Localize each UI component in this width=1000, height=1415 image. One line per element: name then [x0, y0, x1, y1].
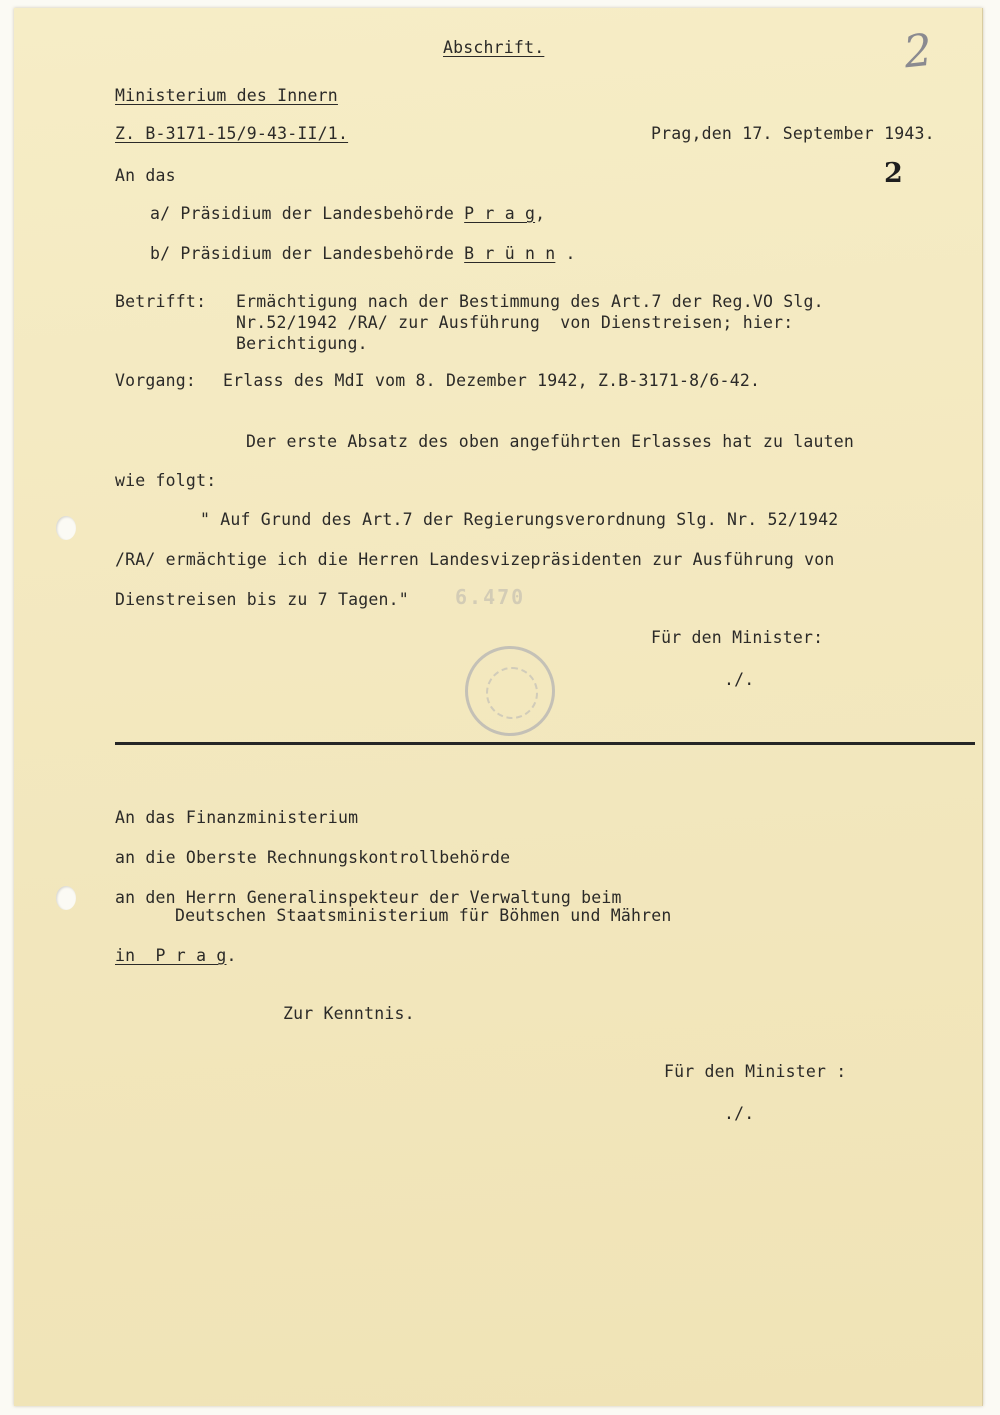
office-seal-inner-ring [486, 667, 538, 719]
ministry-name: Ministerium des Innern [115, 86, 338, 105]
body-line-3: " Auf Grund des Art.7 der Regierungsverordnung Slg. Nr. 52/1942 [200, 510, 839, 529]
distribution-line-2: an die Oberste Rechnungskontrollbehörde [115, 848, 511, 867]
distribution-line-3: an den Herrn Generalinspekteur der Verwaltung beim [115, 888, 622, 907]
recipient-a-city: P r a g [464, 204, 536, 223]
procedure-label: Vorgang: [115, 371, 197, 390]
faded-stamp-number: 6.470 [455, 585, 526, 609]
acknowledgement-note: Zur Kenntnis. [283, 1004, 415, 1023]
subject-line-3: Berichtigung. [236, 334, 368, 353]
signature-label-2: Für den Minister : [664, 1062, 847, 1081]
date-line: Prag,den 17. September 1943. [651, 124, 935, 143]
body-line-1: Der erste Absatz des oben angeführten Erlasses hat zu lauten [246, 432, 855, 451]
punch-hole-bottom [56, 886, 76, 910]
procedure-text: Erlass des MdI vom 8. Dezember 1942, Z.B-3171-8/6-42. [223, 371, 761, 390]
recipient-a-suffix: , [535, 204, 546, 223]
page-number: 2 [884, 158, 903, 189]
recipient-intro: An das [115, 166, 176, 185]
distribution-city [115, 946, 237, 966]
office-seal-stamp [465, 646, 555, 736]
signature-label-1: Für den Minister: [651, 628, 824, 647]
recipient-a [150, 204, 545, 224]
reference-number: Z. B-3171-15/9-43-II/1. [115, 124, 349, 143]
signature-mark-1: ./. [724, 670, 755, 689]
pencil-folio-mark: 2 [901, 24, 935, 79]
recipient-b-city: B r ü n n [464, 244, 556, 263]
subject-label: Betrifft: [115, 292, 207, 311]
recipient-a-text: a/ Präsidium der Landesbehörde [150, 204, 465, 223]
section-divider [115, 742, 975, 745]
body-line-2: wie folgt: [115, 471, 217, 490]
document-title: Abschrift. [443, 38, 545, 57]
body-line-5: Dienstreisen bis zu 7 Tagen." [115, 590, 409, 609]
signature-mark-2: ./. [724, 1104, 755, 1123]
subject-line-1: Ermächtigung nach der Bestimmung des Art.7 der Reg.VO Slg. [236, 292, 824, 311]
distribution-city-text: in P r a g [115, 946, 227, 965]
recipient-b-suffix: . [555, 244, 576, 263]
punch-hole-top [56, 516, 76, 540]
body-line-4: /RA/ ermächtige ich die Herren Landesvizepräsidenten zur Ausführung von [115, 550, 835, 569]
recipient-b-text: b/ Präsidium der Landesbehörde [150, 244, 465, 263]
subject-line-2: Nr.52/1942 /RA/ zur Ausführung von Dienstreisen; hier: [236, 313, 794, 332]
distribution-city-suffix: . [226, 946, 237, 965]
distribution-line-1: An das Finanzministerium [115, 808, 359, 827]
recipient-b [150, 244, 576, 264]
distribution-line-4: Deutschen Staatsministerium für Böhmen und Mähren [175, 906, 672, 925]
